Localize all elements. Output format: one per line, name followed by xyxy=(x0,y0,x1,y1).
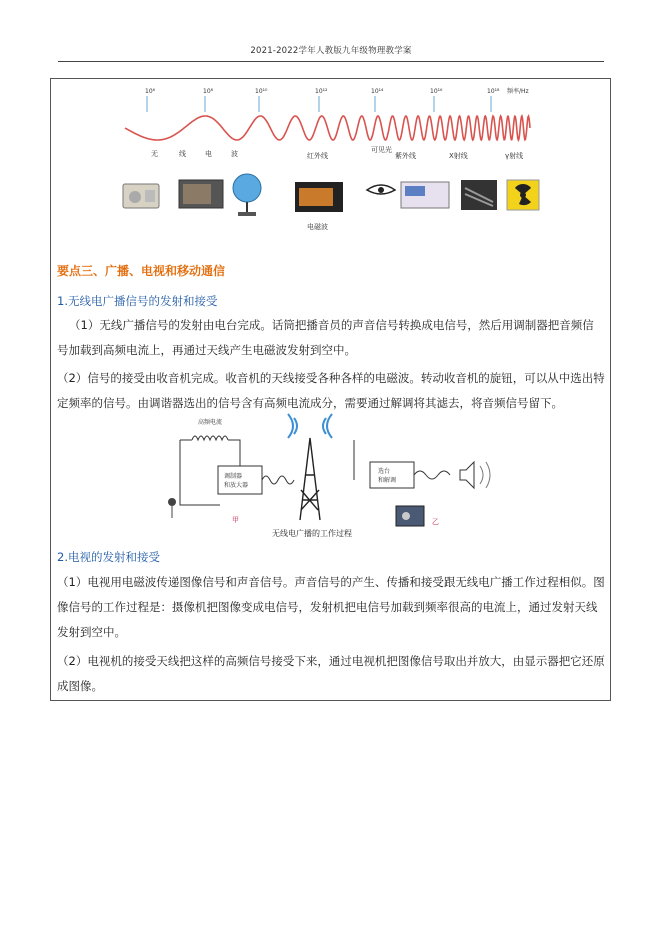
band-label-radio: 波 xyxy=(231,150,238,158)
header-rule xyxy=(58,61,604,62)
page-header: 2021-2022学年人教版九年级物理教学案 xyxy=(250,46,412,56)
band-label: 可见光 xyxy=(371,146,392,154)
radio-icon xyxy=(123,184,159,208)
freq-axis-label: 频率/Hz xyxy=(507,88,529,95)
freq-ticks xyxy=(147,96,491,112)
paragraph: （2）电视机的接受天线把这样的高频信号接受下来，通过电视机把图像信号取出并放大，由显示器把它还原成图像。 xyxy=(57,654,605,693)
speaker-icon xyxy=(460,462,490,488)
label-a: 甲 xyxy=(232,516,239,524)
receiver-box xyxy=(370,462,414,488)
radio-receiver-icon xyxy=(396,506,424,526)
band-label-radio: 电 xyxy=(205,150,212,158)
oven-icon xyxy=(295,182,343,231)
paragraph: （2）信号的接受由收音机完成。收音机的天线接受各种各样的电磁波。转动收音机的旋钮，可以从中选出特定频率的信号。由调谐器选出的信号含有高频电流成分，需要通过解调将其滤去，将音频信号留下。 xyxy=(57,371,605,410)
band-label-radio: 线 xyxy=(179,150,186,158)
subsection-title: 2.电视的发射和接受 xyxy=(57,550,160,564)
radio-broadcast-diagram xyxy=(160,410,510,542)
freq-tick-label: 10⁶ xyxy=(145,88,156,95)
band-label-radio: 无 xyxy=(151,150,158,158)
microphone-icon xyxy=(168,498,176,518)
paragraph: （1）电视用电磁波传递图像信号和声音信号。声音信号的产生、传播和接受跟无线电广播工作过程相似。图像信号的工作过程是：摄像机把图像变成电信号，发射机把电信号加载到频率很高的电流上，通过发射天线发射到空中。 xyxy=(57,575,605,639)
broadcast-tower-icon xyxy=(288,414,332,520)
satellite-dish-icon xyxy=(233,174,261,216)
em-wave xyxy=(125,116,530,140)
freq-tick-label: 10⁸ xyxy=(203,88,214,95)
freq-tick-label: 10¹⁸ xyxy=(487,88,500,95)
freq-tick-label: 10¹² xyxy=(315,88,328,95)
svg-text:和放大器: 和放大器 xyxy=(224,482,249,489)
freq-tick-labels xyxy=(145,87,529,95)
signal-wave xyxy=(262,476,294,484)
label-b: 乙 xyxy=(432,518,439,526)
svg-text:选台: 选台 xyxy=(378,468,391,475)
section-title: 要点三、广播、电视和移动通信 xyxy=(57,264,226,278)
freq-tick-label: 10¹⁶ xyxy=(430,88,443,95)
microwave-icon xyxy=(179,180,223,208)
band-label: γ射线 xyxy=(505,152,524,160)
hf-coil xyxy=(192,436,228,440)
paragraph: （1）无线广播信号的发射由电台完成。话筒把播音员的声音信号转换成电信号，然后用调制器把音频信号加载到高频电流上，再通过天线产生电磁波发射到空中。 xyxy=(57,318,594,357)
subsection-title: 1.无线电广播信号的发射和接受 xyxy=(57,294,218,308)
device-label: 电磁波 xyxy=(307,223,328,231)
diagram-caption: 无线电广播的工作过程 xyxy=(272,529,352,538)
band-label: 红外线 xyxy=(307,152,328,160)
uv-device-icon xyxy=(401,182,449,208)
band-label: X射线 xyxy=(449,152,468,160)
spectrum-illustration xyxy=(75,84,560,234)
audio-wave xyxy=(414,471,450,479)
svg-text:调制器: 调制器 xyxy=(224,473,243,480)
freq-tick-label: 10¹⁰ xyxy=(255,88,268,95)
hf-current-label: 高频电流 xyxy=(198,419,223,426)
svg-text:和解调: 和解调 xyxy=(378,477,397,484)
radiation-icon xyxy=(507,180,539,210)
band-label: 紫外线 xyxy=(395,152,416,160)
modulator-box xyxy=(218,466,262,494)
band-labels xyxy=(151,145,523,160)
eye-icon xyxy=(367,185,395,194)
xray-film-icon xyxy=(461,180,497,210)
freq-tick-label: 10¹⁴ xyxy=(371,88,384,95)
